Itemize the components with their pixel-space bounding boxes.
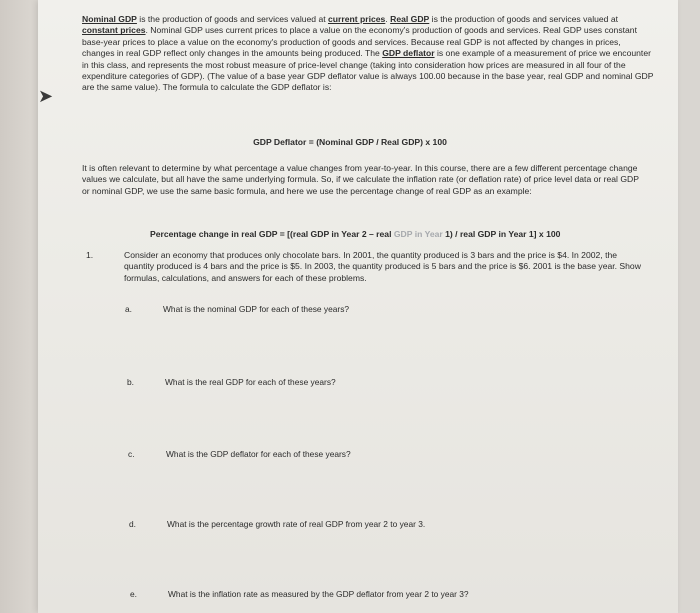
term-current-prices: current prices: [328, 14, 386, 24]
subquestion-letter: a.: [125, 304, 132, 314]
question-body: Consider an economy that produces only chocolate bars. In 2001, the quantity produced is 3 bars and the price is $4. In 2002, the quantity produced is 4 bars and the price is $5. In 2003, the quantity produced is 5 bars and the price is $6. 2001 is the base year. Show formulas, calculations, and answers for each of these problems.: [124, 250, 641, 283]
intro-text-4: . Nominal GDP uses current prices to place a value on the economy's production of goods and services. Real GDP uses constant base-year prices to place a value on the economy's production of goods and services. Because real GDP is not affected by changes in prices, changes in real GDP reflect only changes in the amounts being produced. The: [82, 25, 637, 59]
subquestion-text: What is the real GDP for each of these years?: [165, 377, 336, 387]
term-gdp-deflator: GDP deflator: [382, 48, 435, 59]
formula2-part2: 1) / real GDP in Year 1] x 100: [442, 229, 561, 239]
formula2-part1: Percentage change in real GDP = [(real GDP in Year 2 – real: [150, 229, 394, 239]
intro-text-2: .: [385, 14, 391, 24]
term-constant-prices: constant prices: [82, 25, 146, 36]
subquestion-letter: e.: [130, 589, 137, 599]
question-number: 1.: [86, 250, 94, 260]
subquestion-text: What is the percentage growth rate of real GDP from year 2 to year 3.: [167, 519, 426, 529]
intro-text-5: is one example of a measurement of price we encounter in this class, and represents the most robust measure of price-level change (taking into consideration how prices are measured in all four of the expenditure categories of GDP). (The value of a base year GDP deflator value is always 100.00 because in the base year, real GDP and nominal GDP are the same value). The formula to calculate the GDP deflator is:: [82, 48, 654, 93]
desk-background: [0, 0, 38, 613]
subquestion-text: What is the inflation rate as measured by the GDP deflator from year 2 to year 3?: [168, 589, 469, 599]
percentage-change-paragraph: It is often relevant to determine by what percentage a value changes from year-to-year. In this course, there are a few different percentage change values we calculate, but all have the same underlying formula. So, if we calculate the inflation rate (or deflation rate) of price level data or real GDP or nominal GDP, we use the same basic formula, and here we use the percentage change of real GDP as an example:: [82, 163, 639, 196]
subquestion-letter: b.: [127, 377, 134, 387]
intro-paragraph: [82, 14, 654, 94]
intro-text-3: is the production of goods and services valued at: [429, 14, 618, 24]
formula2-faint: GDP in Year: [393, 229, 443, 239]
subquestion-letter: c.: [128, 449, 135, 459]
arrow-icon: ➤: [38, 86, 54, 107]
percentage-change-formula: [150, 229, 560, 239]
subquestion-letter: d.: [129, 519, 136, 529]
term-nominal-gdp: Nominal GDP: [82, 14, 137, 24]
subquestion-text: What is the nominal GDP for each of these years?: [163, 304, 350, 314]
gdp-deflator-formula: GDP Deflator = (Nominal GDP / Real GDP) x 100: [253, 137, 447, 147]
subquestion-text: What is the GDP deflator for each of these years?: [166, 449, 351, 459]
term-real-gdp: Real GDP: [390, 14, 430, 24]
intro-text-1: is the production of goods and services valued at: [136, 14, 329, 24]
